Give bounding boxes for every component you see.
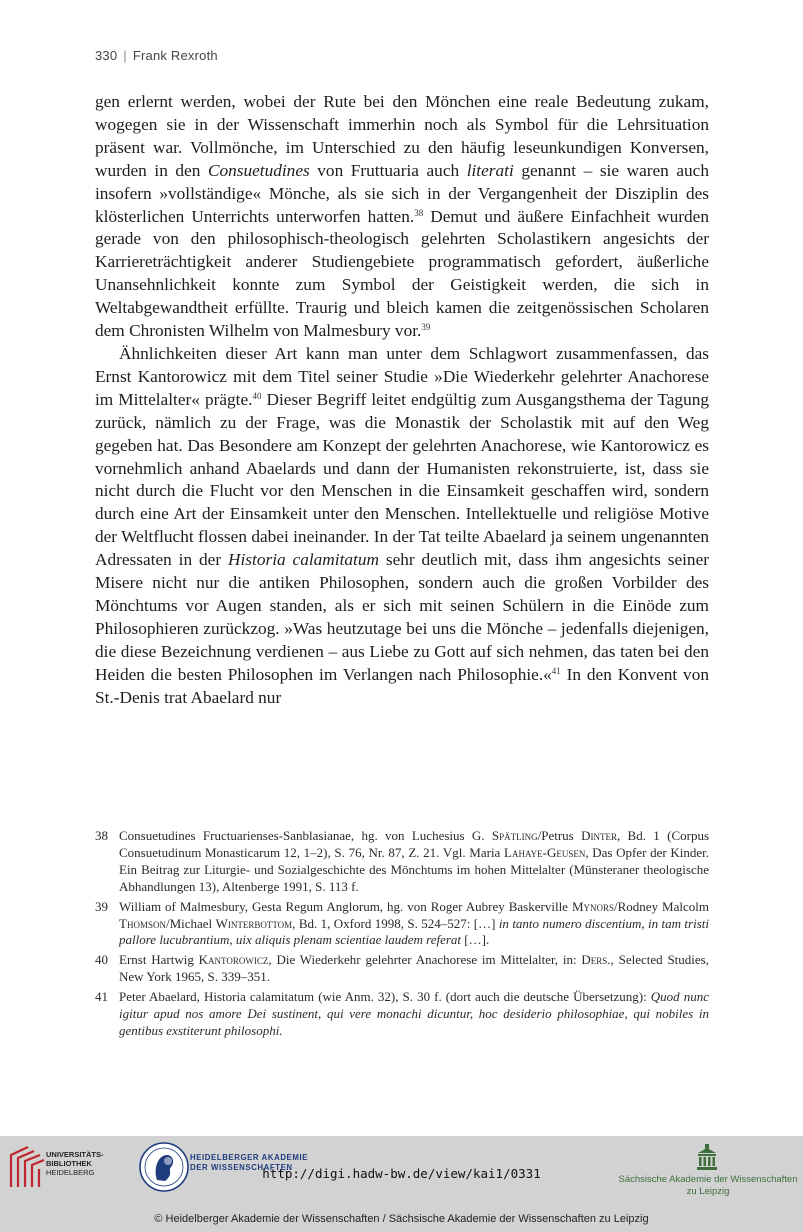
footnote-number: 41 bbox=[95, 989, 108, 1005]
footnote-number: 40 bbox=[95, 952, 108, 968]
italic-literati: literati bbox=[466, 160, 514, 180]
footnotes bbox=[95, 828, 709, 1043]
page-number: 330 bbox=[95, 48, 118, 63]
italic-historia-calamitatum: Historia calamitatum bbox=[228, 550, 379, 570]
footnote-ref-39[interactable]: 39 bbox=[421, 322, 431, 333]
footnote-39: 39 William of Malmesbury, Gesta Regum Anglorum, hg. von Roger Aubrey Baskerville Mynors/Rodney Malcolm Thomson/Michael Winterbottom, Bd. 1, Oxford 1998, S. 524–527: […] in tanto numero discentium, in tam tristi pallore lucubrantium, uix aliquis plenam scientiae laudem referat […]. bbox=[95, 898, 710, 948]
university-library-name: UNIVERSITÄTS- BIBLIOTHEK HEIDELBERG bbox=[46, 1150, 104, 1177]
italic-consuetudines: Consuetudines bbox=[207, 160, 310, 180]
source-url-link[interactable]: http://digi.hadw-bw.de/view/kai1/0331 bbox=[262, 1166, 541, 1181]
author-name: Frank Rexroth bbox=[132, 48, 218, 63]
copyright-notice: © Heidelberger Akademie der Wissenschaften / Sächsische Akademie der Wissenschaften zu Leipzig bbox=[154, 1213, 649, 1225]
body-text bbox=[95, 91, 709, 709]
footnote-number: 38 bbox=[95, 828, 108, 843]
footnote-number: 39 bbox=[95, 898, 108, 914]
running-head bbox=[95, 48, 218, 63]
footnote-40: 40 Ernst Hartwig Kantorowicz, Die Wiederkehr gelehrter Anachorese im Mittelalter, in: Ders., Selected Studies, New York 1965, S. 339–351. bbox=[95, 952, 709, 985]
footnote-41: 41 Peter Abaelard, Historia calamitatum (wie Anm. 32), S. 30 f. (dort auch die deutsche Übersetzung): Quod nunc igitur apud nos amore Dei sustinent, qui vere monachi dicuntur, hoc desiderio philosophiae, qui nobiles in gentibus exstiterunt philosophi. bbox=[95, 989, 709, 1038]
footnote-ref-41[interactable]: 41 bbox=[551, 665, 561, 676]
paragraph-1: gen erlernt werden, wobei der Rute bei den Mönchen eine reale Bedeutung zukam, wogegen sie in der Wissenschaft immerhin noch als Symbol für die Lehrsituation präsent war. Vollmönche, im Unterschied zu den häufig leseunkundigen Konversen, wurden in den Consuetudines von Fruttuaria auch literati genannt – sie waren auch insofern »vollständige« Mönche, als sie sich in der Vergangenheit der Disziplin des klösterlichen Unterrichts unterworfen hatten.$^{38}$ Demut und äußere Einfachheit wurden gerade von den philosophisch-theologisch gelehrten Scholastikern angesichts der Karriereträchtigkeit anderer Studiengebiete programmatisch gefordert, äußerliche Unansehnlichkeit konnte zum Symbol der Geistigkeit werden, die sich in Weltabgewandtheit erfüllte. Traurig und bleich kamen die zeitgenössischen Scholaren dem Chronisten Wilhelm von Malmesbury vor.$^{39}$ bbox=[95, 92, 709, 341]
paragraph-2: Ähnlichkeiten dieser Art kann man unter dem Schlagwort zusammenfassen, das Ernst Kantorowicz mit dem Titel seiner Studie »Die Wiederkehr gelehrter Anachorese im Mittelalter« prägte.$^{40}$ Dieser Begriff leitet endgültig zum Ausgangsthema der Tagung zurück, nämlich zu der Frage, was die Monastik der Scholastik mit auf den Weg gegeben hat. Das Besondere am Konzept der gelehrten Anachorese, wie Kantorowicz es vornehmlich anhand Abaelards und dann der Humanisten rekonstruierte, ist, dass sie nicht durch die Flucht vor den Menschen in die Einsamkeit geschaffen wird, sondern durch eine Art der Einsamkeit unter den Menschen. Intellektuelle und religiöse Motive der Weltflucht flossen dabei ineinander. In der Tat teilte Abaelard ja seinem ungenannten Adressaten in der Historia calamitatum sehr deutlich mit, dass ihm angesichts seiner Misere nicht nur die antiken Philosophen, sondern auch die großen Vorbilder des Mönchtums vor Augen standen, als er sich mit seinen Schülern in die Einöde zum Philosophieren zurückzog. »Was heutzutage bei uns die Mönche – jedenfalls diejenigen, die diese Bezeichnung verdienen – aus Liebe zu Gott auf sich nehmen, das taten bei den Heiden die besten Philosophen im Verlangen nach Philosophie.«$^{41}$ In den Konvent von St.-Denis trat Abaelard nur bbox=[95, 343, 709, 707]
saxon-academy-name: Sächsische Akademie der Wissenschaften zu Leipzig bbox=[618, 1174, 798, 1197]
footnote-38: 38 Consuetudines Fructuarienses-Sanblasianae, hg. von Luchesius G. Spätling/Petrus Dinter, Bd. 1 (Corpus Consuetudinum Monasticarum 12, 1–2), S. 76, Nr. 87, Z. 21. Vgl. Maria Lahaye-Geusen, Das Opfer der Kinder. Ein Beitrag zur Liturgie- und Sozialgeschichte des Mönchtums im hohen Mittelalter (Münsteraner theologische Abhandlungen 13), Altenberge 1991, S. 113 f. bbox=[95, 828, 710, 894]
heidelberg-academy-name: HEIDELBERGER AKADEMIE DER WISSENSCHAFTEN bbox=[190, 1153, 309, 1172]
footnote-ref-40[interactable]: 40 bbox=[252, 390, 262, 401]
footnote-ref-38[interactable]: 38 bbox=[414, 207, 424, 218]
header-separator: | bbox=[123, 48, 127, 63]
